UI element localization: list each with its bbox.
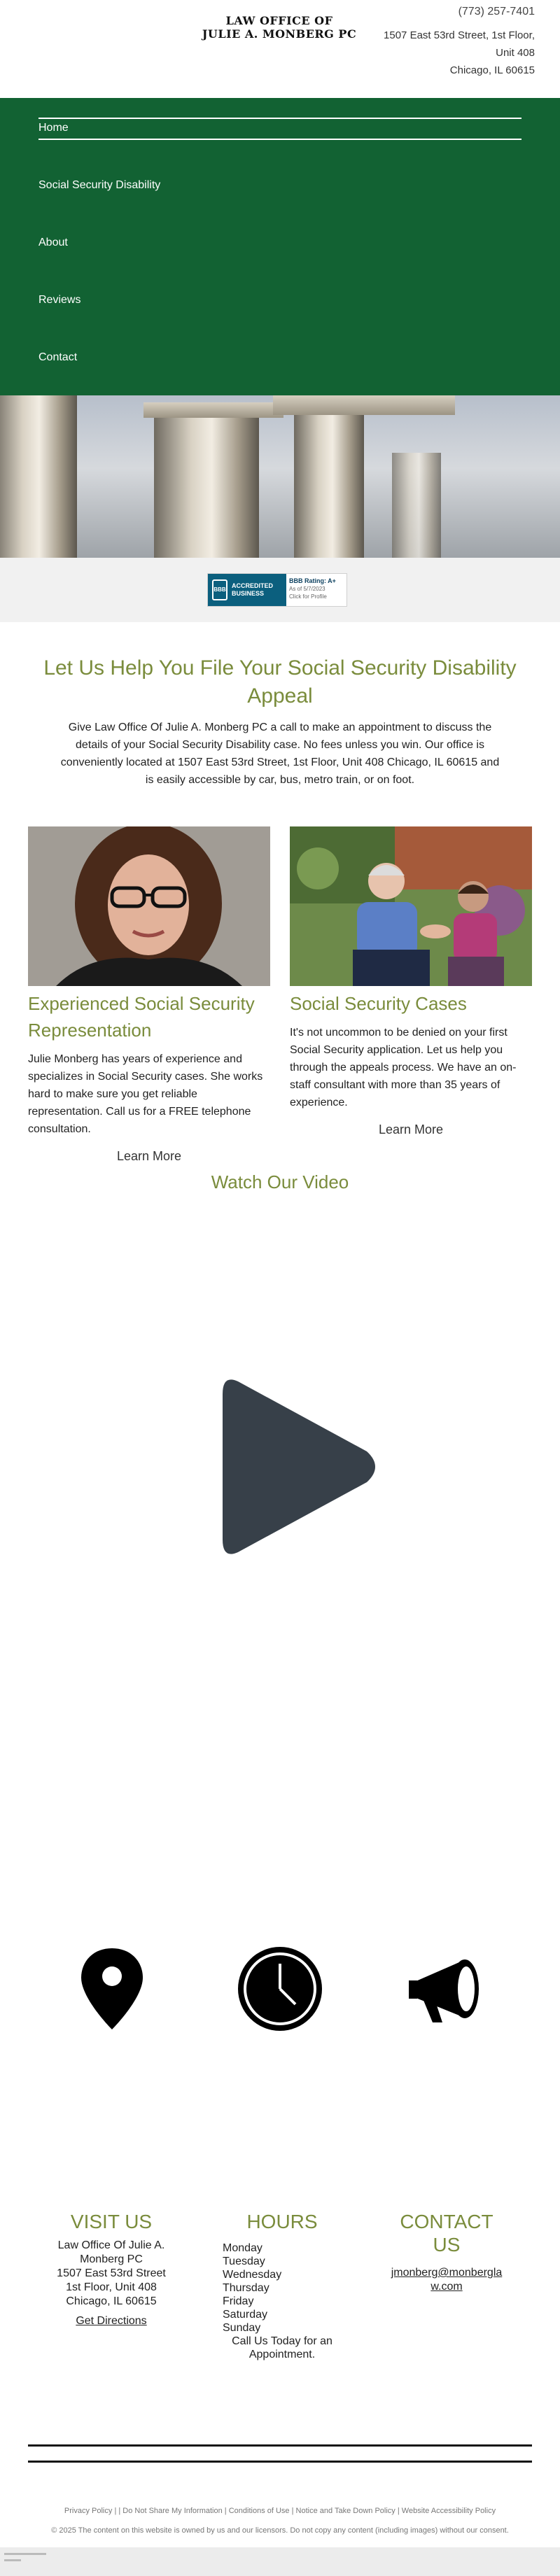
feature-cases [290, 826, 532, 1137]
hours-list [223, 2241, 342, 2361]
footer-separator: | [224, 2507, 227, 2515]
visit-line-5: Chicago, IL 60615 [66, 2295, 157, 2307]
feature-text-representation: Julie Monberg has years of experience and specializes in Social Security cases. She works hard to make sure you get reliable representation. Call us for a FREE telephone consultation. [28, 1053, 263, 1135]
visit-us-title: VISIT US [70, 2211, 153, 2232]
nav-item-home[interactable]: Home [38, 118, 522, 140]
intro-title: Let Us Help You File Your Social Security Disability Appeal [43, 656, 517, 708]
video-title: Watch Our Video [211, 1171, 349, 1192]
play-video-icon[interactable] [217, 1379, 378, 1555]
accreditation-band [0, 558, 560, 622]
intro-text: Give Law Office Of Julie A. Monberg PC a call to make an appointment to discuss the details of your Social Security Disability case. No fees unless you win. Our office is conveniently located at 1507 East 53rd Street, 1st Floor, Unit 408 Chicago, IL 60615 and is easily accessible by car, bus, metro train, or on foot. [60, 722, 500, 786]
bbb-accredited-text [232, 582, 273, 598]
megaphone-icon [405, 1945, 491, 2032]
contact-email-link[interactable] [384, 2266, 510, 2294]
attorney-portrait-illustration [28, 826, 270, 986]
hours-day: Thursday [223, 2282, 270, 2294]
notice-takedown-link[interactable]: Notice and Take Down Policy [295, 2507, 396, 2515]
header-phone-link[interactable]: (773) 257-7401 [458, 6, 535, 17]
header-address-line-2: Unit 408 [496, 47, 535, 59]
hours-day: Monday [223, 2242, 262, 2254]
column-shape [294, 411, 364, 558]
main-navigation [0, 98, 560, 395]
feature-title-cases: Social Security Cases [290, 993, 467, 1014]
bbb-badge-left [208, 574, 286, 606]
bbb-line-1: ACCREDITED [232, 582, 274, 589]
feature-representation [28, 826, 270, 1164]
get-directions-link[interactable]: Get Directions [76, 2315, 147, 2327]
bbb-badge-right [286, 574, 346, 606]
copyright-text: © 2025 The content on this website is owned by us and our licensors. Do not copy any content (including images) without our consent. [51, 2526, 509, 2535]
contact-title-line-2: US [433, 2234, 461, 2255]
bbb-as-of: As of 5/7/2023 [289, 586, 326, 592]
nav-item-reviews[interactable]: Reviews [38, 294, 81, 306]
logo-line-1: LAW OFFICE OF [225, 14, 333, 27]
hero-columns-image [0, 395, 560, 558]
consultation-photo [290, 826, 532, 986]
hours-day: Tuesday [223, 2255, 265, 2267]
hours-day: Friday [223, 2295, 254, 2307]
footer-separator: | [291, 2507, 294, 2515]
hours-title: HOURS [246, 2211, 318, 2232]
hours-column [223, 2210, 342, 2361]
bottom-bar [0, 2547, 560, 2576]
contact-column [384, 2210, 510, 2294]
hours-note-line-1: Call Us Today for an [232, 2335, 332, 2347]
logo-line-2: JULIE A. MONBERG PC [202, 27, 357, 41]
bottom-bar-marks [4, 2553, 46, 2561]
do-not-share-link[interactable]: Do Not Share My Information [122, 2507, 223, 2515]
bar-mark [4, 2559, 21, 2561]
consultation-illustration [290, 826, 532, 986]
footer-separator: | [114, 2507, 117, 2515]
attorney-portrait-photo [28, 826, 270, 986]
learn-more-cases-link[interactable]: Learn More [378, 1122, 444, 1136]
contact-title-line-1: CONTACT [400, 2211, 493, 2232]
hours-day: Sunday [223, 2322, 261, 2334]
learn-more-representation-link[interactable]: Learn More [116, 1149, 182, 1163]
footer-divider [28, 2444, 532, 2447]
nav-item-contact[interactable]: Contact [38, 351, 78, 363]
column-capital [273, 395, 455, 415]
bbb-badge-link[interactable] [207, 573, 347, 607]
privacy-policy-link[interactable]: Privacy Policy [64, 2507, 113, 2515]
contact-email-line-1: jmonberg@monbergla [391, 2267, 503, 2279]
conditions-of-use-link[interactable]: Conditions of Use [228, 2507, 290, 2515]
bbb-seal-icon: BBB [212, 579, 227, 600]
bbb-line-2: BUSINESS [232, 590, 265, 597]
hours-day: Saturday [223, 2309, 268, 2321]
visit-line-1: Law Office Of Julie A. [57, 2239, 165, 2251]
bbb-rating: BBB Rating: A+ [289, 577, 336, 584]
location-pin-icon [69, 1945, 155, 2032]
nav-item-social-security-disability[interactable]: Social Security Disability [38, 179, 161, 191]
column-capital [144, 402, 284, 418]
contact-title [384, 2210, 510, 2256]
column-shape [154, 418, 259, 558]
header-address-line-1: 1507 East 53rd Street, 1st Floor, [384, 29, 535, 41]
visit-us-column [45, 2210, 178, 2328]
nav-item-about[interactable]: About [38, 237, 68, 248]
clock-icon [237, 1945, 323, 2032]
contact-email-line-2: w.com [430, 2281, 463, 2293]
header-address-line-3: Chicago, IL 60615 [449, 64, 535, 76]
visit-us-address [45, 2239, 178, 2328]
hours-day: Wednesday [223, 2269, 282, 2281]
footer-divider [28, 2461, 532, 2463]
visit-line-2: Monberg PC [80, 2253, 143, 2265]
footer-legal-links [0, 2507, 560, 2515]
footer-separator: | [397, 2507, 400, 2515]
header-contact [384, 6, 535, 79]
bar-mark [4, 2553, 46, 2555]
header-address [384, 27, 535, 79]
column-shape [0, 395, 77, 558]
visit-line-4: 1st Floor, Unit 408 [66, 2281, 157, 2293]
site-header [0, 0, 560, 98]
footer-separator: | [118, 2507, 121, 2515]
site-logo[interactable] [202, 14, 357, 41]
accessibility-policy-link[interactable]: Website Accessibility Policy [401, 2507, 496, 2515]
feature-title-representation: Experienced Social Security Representation [28, 993, 255, 1041]
feature-text-cases: It's not uncommon to be denied on your first Social Security application. Let us help you through the appeals process. We have an on-staff consultant with more than 35 years of experience. [290, 1027, 517, 1108]
column-shape [392, 453, 441, 558]
hours-note-line-2: Appointment. [248, 2349, 316, 2360]
bbb-profile-text: Click for Profile [289, 593, 327, 600]
visit-line-3: 1507 East 53rd Street [57, 2267, 166, 2279]
